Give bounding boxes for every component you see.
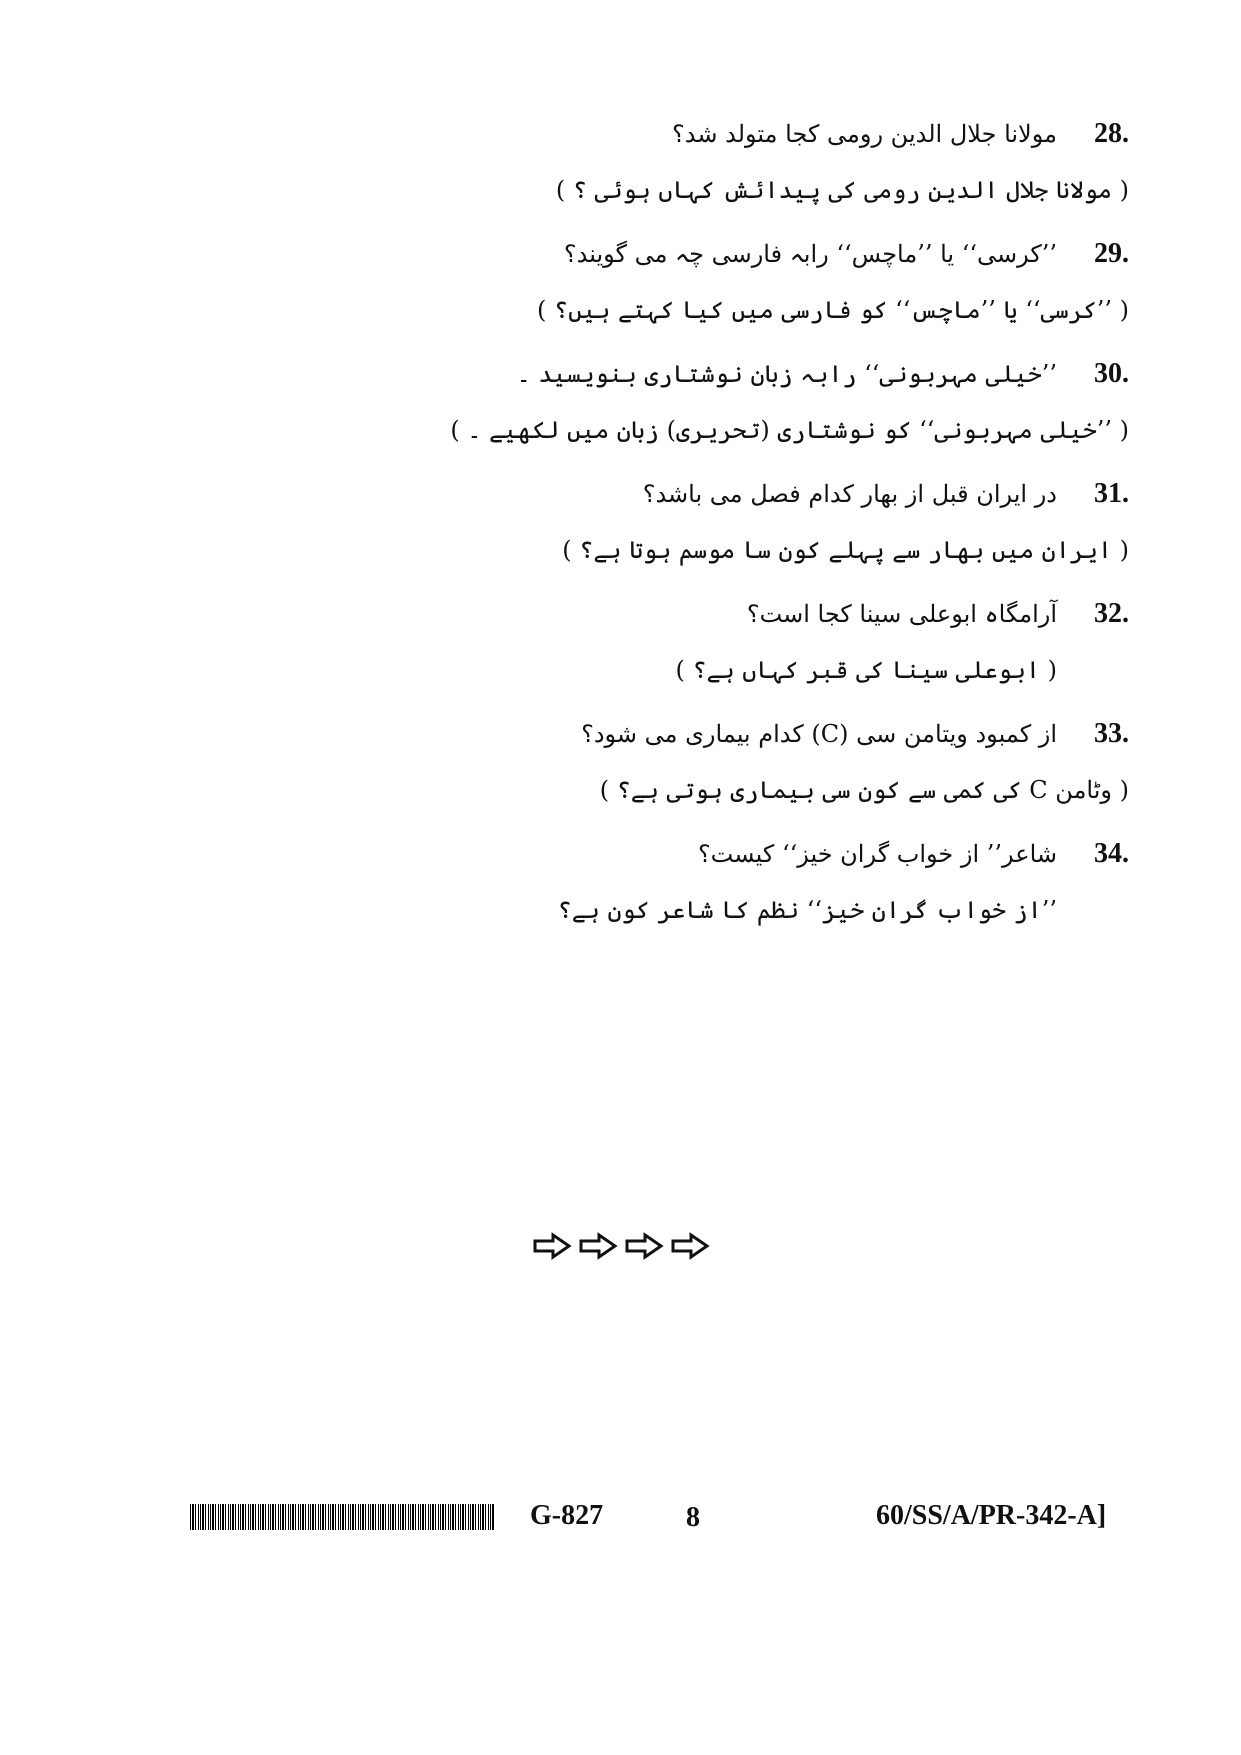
question-line <box>409 712 1129 756</box>
question-number: 33. <box>1094 718 1129 749</box>
question-line <box>409 592 1129 636</box>
question-text: شاعر’’ از خواب گران خیز‘‘ کیست؟ <box>697 840 1057 868</box>
question-text: از کمبود ویتامن سی (C) کدام بیماری می شود؟ <box>581 720 1057 748</box>
question-30 <box>409 352 1129 452</box>
question-text: ’’کرسی‘‘ یا ’’ماچس‘‘ رابہ فارسی چہ می گویند؟ <box>563 240 1057 268</box>
question-translation: ( مولانا جلال الدین رومی کی پیدائش کہاں ہوئی ؟ ) <box>555 176 1129 204</box>
page-footer <box>0 1498 1241 1538</box>
end-of-paper-marker <box>0 1232 1241 1260</box>
barcode <box>190 1504 495 1530</box>
question-number: 32. <box>1094 598 1129 629</box>
question-31 <box>409 472 1129 572</box>
question-line <box>409 352 1129 396</box>
page-number: 8 <box>686 1502 700 1533</box>
question-translation: ( ’’خیلی مہربونی‘‘ کو نوشتاری (تحریری) زبان میں لکھیے ۔ ) <box>450 416 1129 444</box>
question-translation: ( ابوعلی سینا کی قبر کہاں ہے؟ ) <box>675 656 1057 684</box>
question-translation: ( وٹامن C کی کمی سے کون سی بیماری ہوتی ہے؟ ) <box>599 776 1129 804</box>
question-33 <box>409 712 1129 812</box>
right-arrow-outline-icon <box>670 1232 710 1260</box>
question-text: در ایران قبل از بھار کدام فصل می باشد؟ <box>642 480 1057 508</box>
question-line <box>409 112 1129 156</box>
question-32 <box>409 592 1129 692</box>
question-line <box>409 472 1129 516</box>
question-34 <box>409 832 1129 932</box>
right-arrow-outline-icon <box>578 1232 618 1260</box>
question-28 <box>409 112 1129 212</box>
question-line <box>409 232 1129 276</box>
question-number: 34. <box>1094 838 1129 869</box>
right-arrow-outline-icon <box>624 1232 664 1260</box>
question-text: مولانا جلال الدین رومی کجا متولد شد؟ <box>672 120 1057 148</box>
question-text: آرامگاہ ابوعلی سینا کجا است؟ <box>746 600 1057 628</box>
question-text: ’’خیلی مہربونی‘‘ رابہ زبان نوشتاری بنویسید ۔ <box>516 360 1057 388</box>
series-code: 60/SS/A/PR-342-A] <box>876 1500 1107 1531</box>
question-number: 30. <box>1094 358 1129 389</box>
question-29 <box>409 232 1129 332</box>
question-line <box>409 832 1129 876</box>
question-number: 28. <box>1094 118 1129 149</box>
right-arrow-outline-icon <box>532 1232 572 1260</box>
question-number: 31. <box>1094 478 1129 509</box>
question-translation: ( ’’کرسی‘‘ یا ’’ماچس‘‘ کو فارسی میں کیا کہتے ہیں؟ ) <box>537 296 1129 324</box>
question-number: 29. <box>1094 238 1129 269</box>
question-translation: ( ایران میں بھار سے پہلے کون سا موسم ہوتا ہے؟ ) <box>562 536 1129 564</box>
question-list <box>409 112 1129 952</box>
paper-code: G-827 <box>530 1500 604 1531</box>
question-translation: ’’از خواب گران خیز‘‘ نظم کا شاعر کون ہے؟ <box>557 896 1057 924</box>
